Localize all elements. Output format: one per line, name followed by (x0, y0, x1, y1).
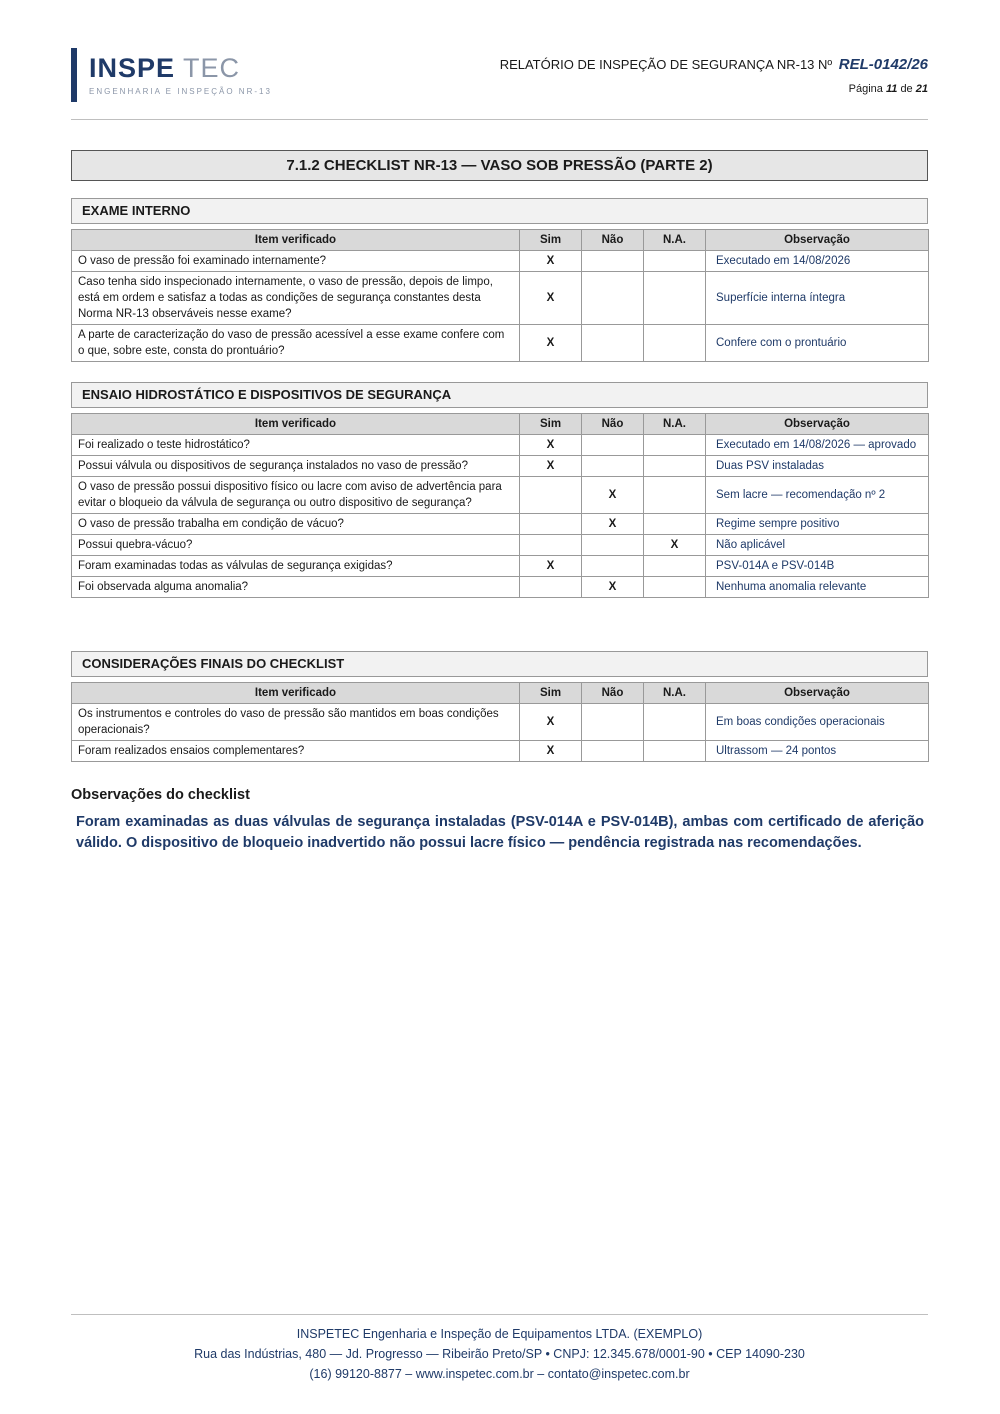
observations-title: Observações do checklist (71, 787, 250, 803)
logo-part2: TEC (183, 53, 241, 83)
col-nao-header: Não (582, 230, 644, 251)
obs-cell: Duas PSV instaladas (706, 456, 929, 477)
footer-company: INSPETEC Engenharia e Inspeção de Equipamentos LTDA. (EXEMPLO) (296, 1327, 703, 1341)
table-row (72, 272, 929, 325)
obs-cell: Regime sempre positivo (706, 514, 929, 535)
item-cell: O vaso de pressão trabalha em condição de vácuo? (72, 514, 520, 535)
na-cell (644, 272, 706, 325)
nao-cell (582, 325, 644, 362)
item-cell: Foi realizado o teste hidrostático? (72, 435, 520, 456)
obs-cell: Executado em 14/08/2026 (706, 251, 929, 272)
item-cell: Foi observada alguma anomalia? (72, 577, 520, 598)
obs-cell: Sem lacre — recomendação nº 2 (706, 477, 929, 514)
col-item-header: Item verificado (72, 683, 520, 704)
col-nao-header: Não (582, 414, 644, 435)
report-title (500, 56, 928, 73)
item-cell: Foram realizados ensaios complementares? (72, 741, 520, 762)
group-title-consideracoes-finais: CONSIDERAÇÕES FINAIS DO CHECKLIST (71, 651, 928, 677)
page-footer (71, 1324, 928, 1384)
nao-cell (582, 456, 644, 477)
sim-cell: X (520, 704, 582, 741)
logo-part1: INSPE (89, 53, 176, 83)
col-na-header: N.A. (644, 230, 706, 251)
company-logo (89, 53, 240, 84)
table-row (72, 477, 929, 514)
item-cell: Foram examinadas todas as válvulas de segurança exigidas? (72, 556, 520, 577)
na-cell (644, 741, 706, 762)
na-cell (644, 556, 706, 577)
item-cell: A parte de caracterização do vaso de pressão acessível a esse exame confere com o que, sobre este, consta do prontuário? (72, 325, 520, 362)
item-cell: O vaso de pressão possui dispositivo físico ou lacre com aviso de advertência para evitar o bloqueio da válvula de segurança ou outro dispositivo de segurança? (72, 477, 520, 514)
nao-cell (582, 251, 644, 272)
report-number: REL-0142/26 (838, 56, 928, 73)
col-obs-header: Observação (706, 414, 929, 435)
obs-cell: Nenhuma anomalia relevante (706, 577, 929, 598)
section-title: 7.1.2 CHECKLIST NR-13 — VASO SOB PRESSÃO (PARTE 2) (71, 150, 928, 181)
col-obs-header: Observação (706, 683, 929, 704)
nao-cell (582, 272, 644, 325)
footer-contact: (16) 99120-8877 – www.inspetec.com.br – contato@inspetec.com.br (309, 1367, 690, 1381)
col-na-header: N.A. (644, 683, 706, 704)
na-cell (644, 577, 706, 598)
page-label: Página (848, 83, 883, 95)
col-item-header: Item verificado (72, 230, 520, 251)
obs-cell: Confere com o prontuário (706, 325, 929, 362)
table-row (72, 577, 929, 598)
page-number (849, 83, 928, 95)
obs-cell: PSV-014A e PSV-014B (706, 556, 929, 577)
obs-cell: Ultrassom — 24 pontos (706, 741, 929, 762)
nao-cell: X (582, 577, 644, 598)
header-divider (71, 119, 928, 120)
sim-cell: X (520, 556, 582, 577)
col-obs-header: Observação (706, 230, 929, 251)
na-cell (644, 704, 706, 741)
obs-cell: Executado em 14/08/2026 — aprovado (706, 435, 929, 456)
checklist-table-ensaio-hidrostatico (71, 413, 929, 598)
nao-cell: X (582, 514, 644, 535)
sim-cell: X (520, 456, 582, 477)
page-header (71, 46, 928, 120)
nao-cell (582, 704, 644, 741)
report-label: RELATÓRIO DE INSPEÇÃO DE SEGURANÇA NR-13 Nº (499, 57, 833, 72)
col-sim-header: Sim (520, 683, 582, 704)
checklist-table-consideracoes-finais (71, 682, 929, 762)
table-header-row (72, 414, 929, 435)
sim-cell (520, 514, 582, 535)
page-total: 21 (915, 83, 928, 95)
observations-text: Foram examinadas as duas válvulas de segurança instaladas (PSV-014A e PSV-014B), ambas com certificado de aferição válido. O dispositivo de bloqueio inadvertido não possui lacre físico — pendência registrada nas recomendações. (76, 814, 924, 851)
col-item-header: Item verificado (72, 414, 520, 435)
col-nao-header: Não (582, 683, 644, 704)
col-sim-header: Sim (520, 414, 582, 435)
table-row (72, 456, 929, 477)
na-cell (644, 456, 706, 477)
footer-address: Rua das Indústrias, 480 — Jd. Progresso — Ribeirão Preto/SP • CNPJ: 12.345.678/0001-90 • CEP 14090-230 (194, 1347, 805, 1361)
na-cell (644, 251, 706, 272)
table-row (72, 251, 929, 272)
na-cell (644, 514, 706, 535)
sim-cell: X (520, 272, 582, 325)
nao-cell (582, 535, 644, 556)
nao-cell (582, 435, 644, 456)
logo-subtitle: ENGENHARIA E INSPEÇÃO NR-13 (89, 87, 272, 96)
table-row (72, 704, 929, 741)
item-cell: Possui válvula ou dispositivos de segurança instalados no vaso de pressão? (72, 456, 520, 477)
page-current: 11 (885, 83, 898, 95)
nao-cell (582, 741, 644, 762)
sim-cell: X (520, 251, 582, 272)
table-row (72, 556, 929, 577)
na-cell: X (644, 535, 706, 556)
na-cell (644, 477, 706, 514)
item-cell: Os instrumentos e controles do vaso de pressão são mantidos em boas condições operacionais? (72, 704, 520, 741)
table-row (72, 325, 929, 362)
group-title-ensaio-hidrostatico: ENSAIO HIDROSTÁTICO E DISPOSITIVOS DE SEGURANÇA (71, 382, 928, 408)
footer-divider (71, 1314, 928, 1315)
obs-cell: Em boas condições operacionais (706, 704, 929, 741)
item-cell: Possui quebra-vácuo? (72, 535, 520, 556)
logo-accent-bar (71, 48, 77, 102)
nao-cell (582, 556, 644, 577)
item-cell: Caso tenha sido inspecionado internamente, o vaso de pressão, depois de limpo, está em ordem e satisfaz a todas as condições de segurança constantes desta Norma NR-13 observáveis nesse exame? (72, 272, 520, 325)
item-cell: O vaso de pressão foi examinado internamente? (72, 251, 520, 272)
sim-cell: X (520, 741, 582, 762)
na-cell (644, 325, 706, 362)
checklist-table-exame-interno (71, 229, 929, 362)
nao-cell: X (582, 477, 644, 514)
table-row (72, 514, 929, 535)
obs-cell: Superfície interna íntegra (706, 272, 929, 325)
sim-cell: X (520, 325, 582, 362)
sim-cell (520, 577, 582, 598)
na-cell (644, 435, 706, 456)
page-of: de (900, 83, 913, 95)
sim-cell (520, 477, 582, 514)
table-row (72, 535, 929, 556)
col-sim-header: Sim (520, 230, 582, 251)
table-header-row (72, 230, 929, 251)
sim-cell (520, 535, 582, 556)
obs-cell: Não aplicável (706, 535, 929, 556)
sim-cell: X (520, 435, 582, 456)
table-header-row (72, 683, 929, 704)
table-row (72, 435, 929, 456)
col-na-header: N.A. (644, 414, 706, 435)
group-title-exame-interno: EXAME INTERNO (71, 198, 928, 224)
table-row (72, 741, 929, 762)
